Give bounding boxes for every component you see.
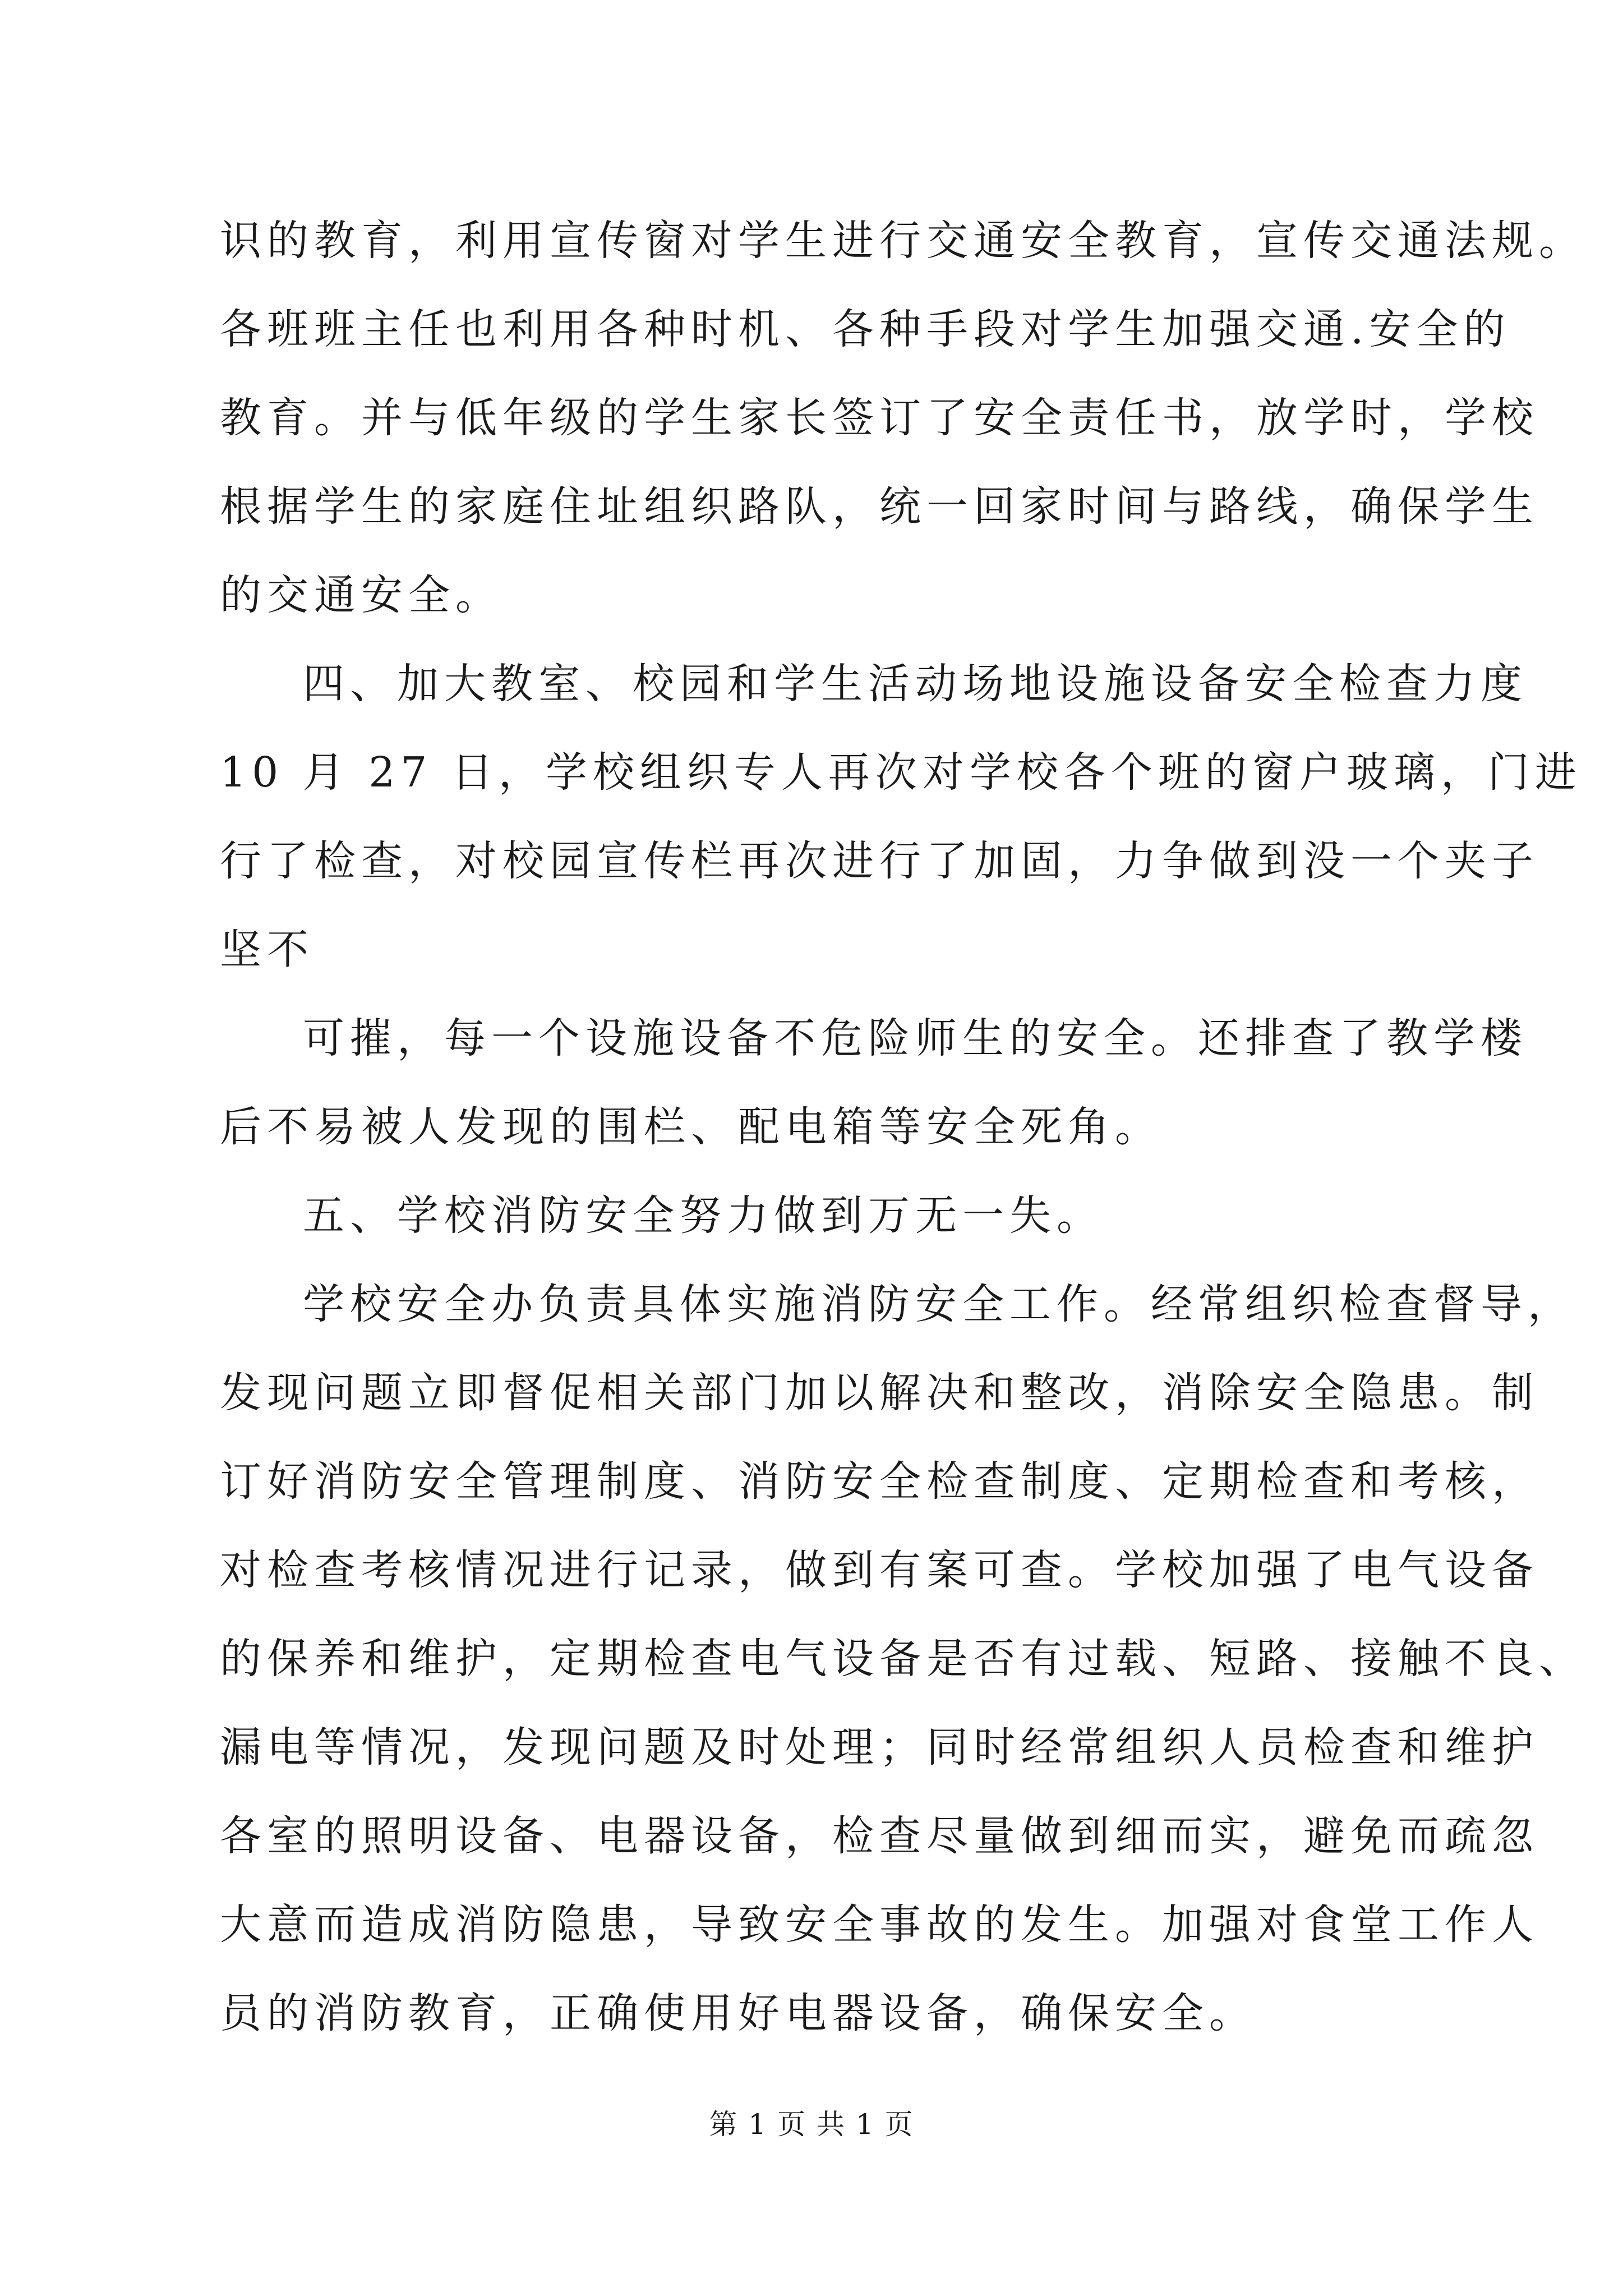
- body-text-line: 教育。并与低年级的学生家长签订了安全责任书，放学时，学校: [220, 394, 1539, 442]
- body-text-line: 对检查考核情况进行记录，做到有案可查。学校加强了电气设备: [220, 1546, 1539, 1594]
- section-heading: 五、学校消防安全努力做到万无一失。: [303, 1191, 1104, 1240]
- body-text-line: 员的消防教育，正确使用好电器设备，确保安全。: [220, 1989, 1256, 2037]
- body-text-line: 后不易被人发现的围栏、配电箱等安全死角。: [220, 1103, 1162, 1151]
- body-text-line: 10 月 27 日，学校组织专人再次对学校各个班的窗户玻璃，门进: [220, 748, 1582, 797]
- body-text-line: 发现问题立即督促相关部门加以解决和整改，消除安全隐患。制: [220, 1369, 1539, 1417]
- body-text-line: 行了检查，对校园宣传栏再次进行了加固，力争做到没一个夹子: [220, 837, 1539, 885]
- body-text-line: 根据学生的家庭住址组织路队，统一回家时间与路线，确保学生: [220, 482, 1539, 531]
- body-text-line: 坚不: [220, 926, 314, 974]
- body-text-line: 的保养和维护，定期检查电气设备是否有过载、短路、接触不良、: [220, 1635, 1586, 1683]
- body-text-line: 大意而造成消防隐患，导致安全事故的发生。加强对食堂工作人: [220, 1901, 1539, 1949]
- body-text-line: 各室的照明设备、电器设备，检查尽量做到细而实，避免而疏忽: [220, 1812, 1539, 1860]
- section-heading: 四、加大教室、校园和学生活动场地设施设备安全检查力度: [303, 660, 1528, 708]
- body-text-line: 的交通安全。: [220, 571, 502, 619]
- body-text-line: 各班班主任也利用各种时机、各种手段对学生加强交通.安全的: [220, 305, 1511, 353]
- body-text-line: 订好消防安全管理制度、消防安全检查制度、定期检查和考核，: [220, 1457, 1539, 1506]
- body-text-line: 学校安全办负责具体实施消防安全工作。经常组织检查督导，: [303, 1280, 1575, 1328]
- body-text-line: 可摧，每一个设施设备不危险师生的安全。还排查了教学楼: [303, 1014, 1528, 1062]
- body-text-line: 识的教育，利用宣传窗对学生进行交通安全教育，宣传交通法规。: [220, 217, 1586, 265]
- body-text-line: 漏电等情况，发现问题及时处理；同时经常组织人员检查和维护: [220, 1723, 1539, 1772]
- page-number-footer: 第 1 页 共 1 页: [709, 2108, 914, 2141]
